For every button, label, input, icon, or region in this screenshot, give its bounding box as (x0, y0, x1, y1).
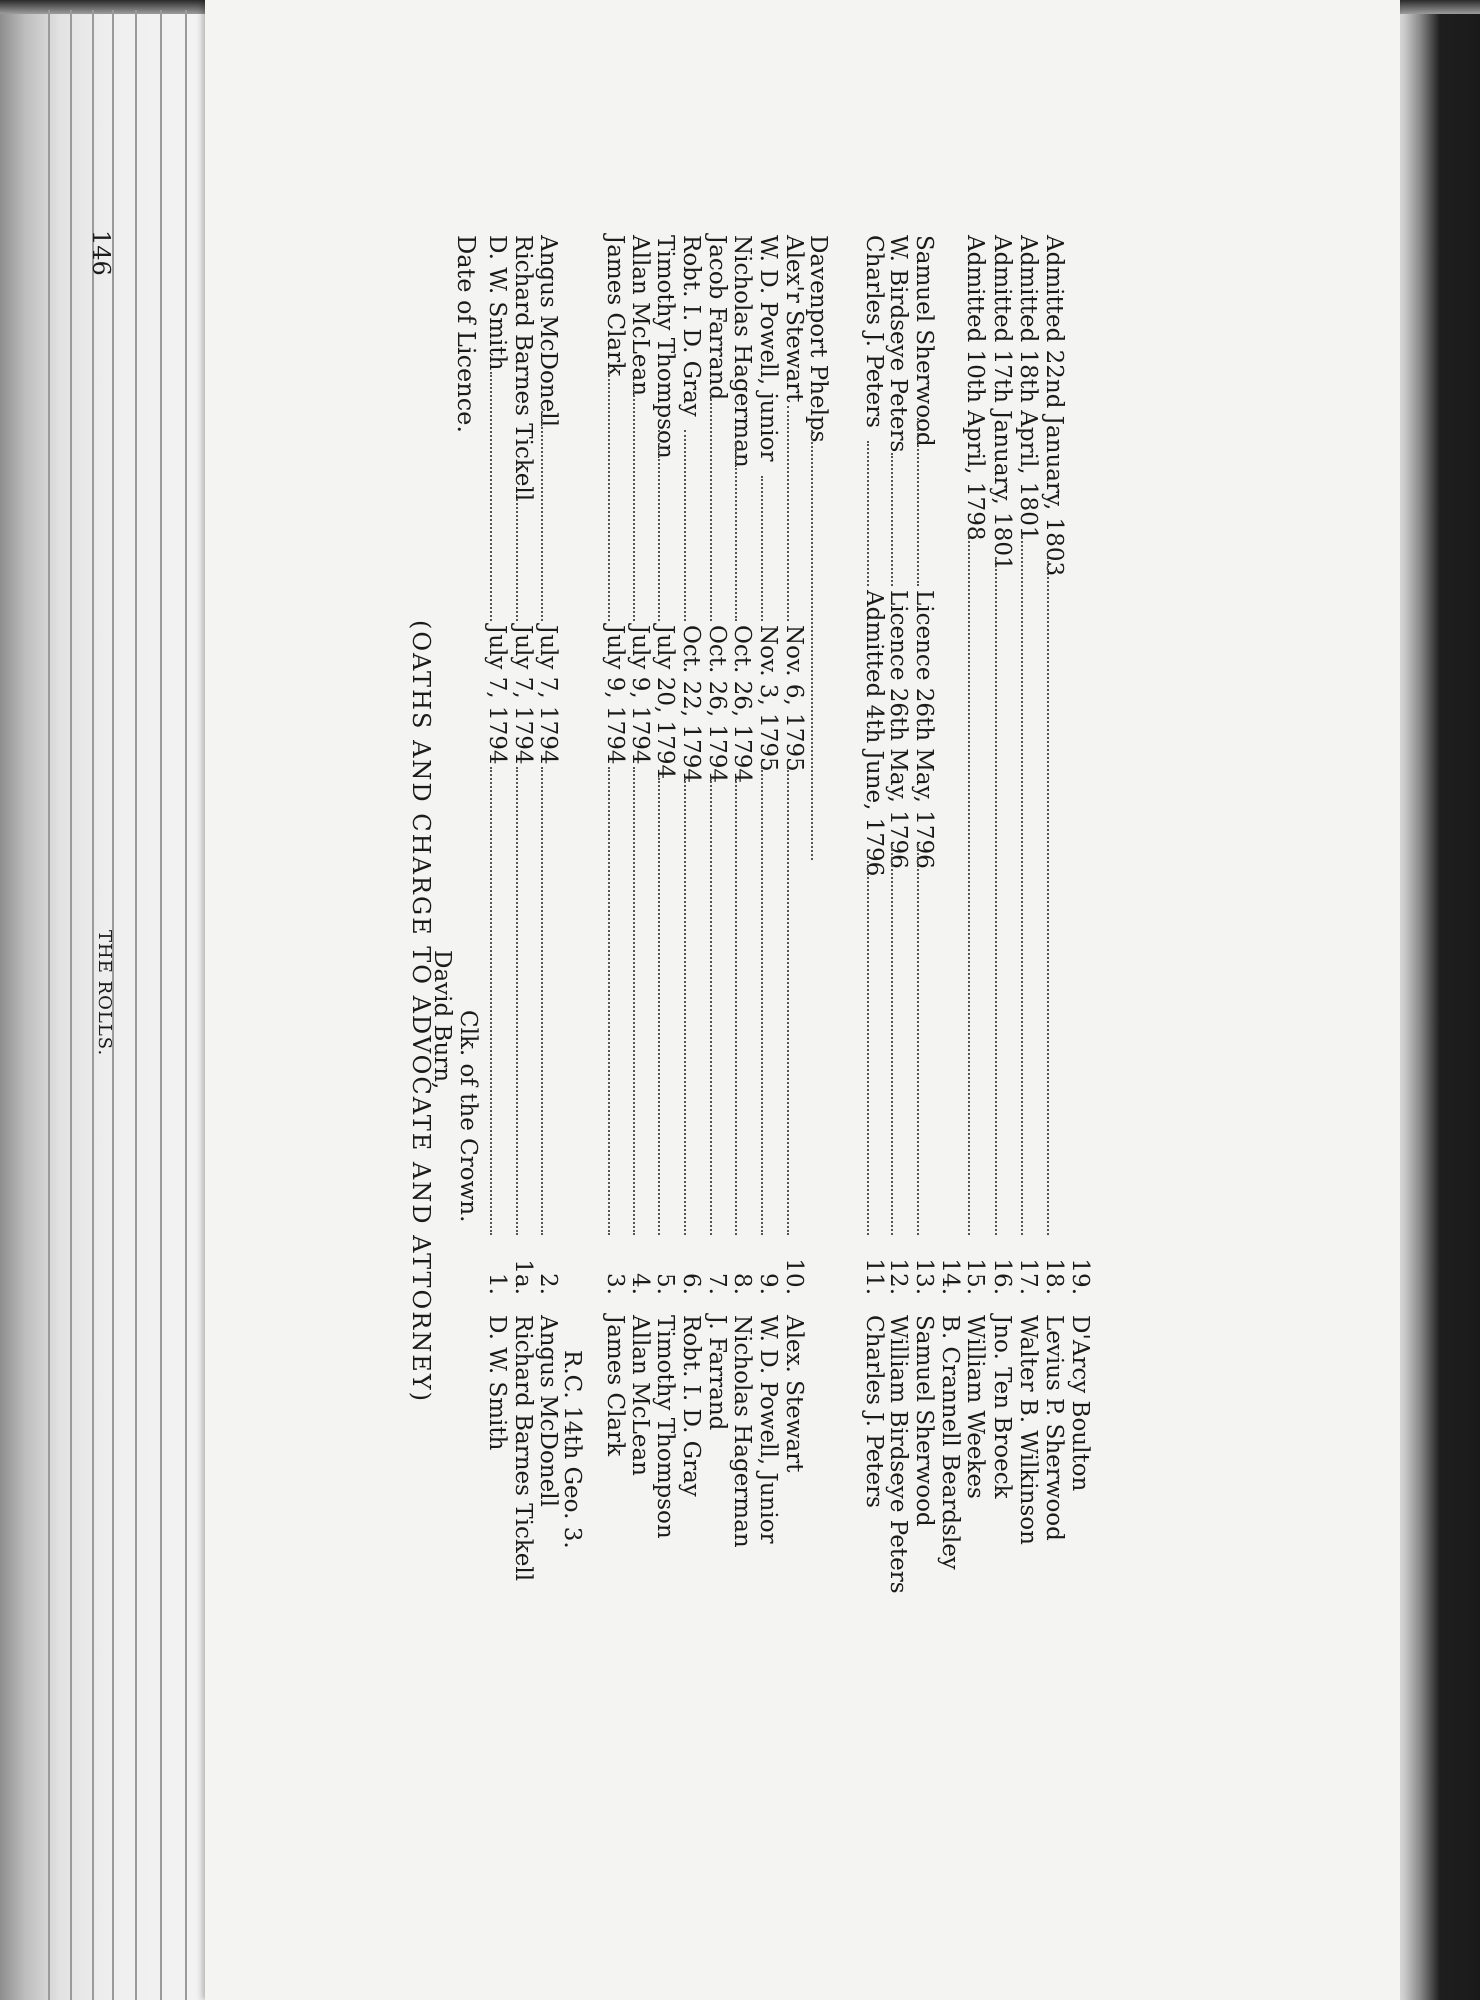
page-edge-line (48, 10, 50, 2000)
entry-name: D. W. Smith (484, 235, 510, 371)
roll-name: Alex. Stewart (781, 1315, 807, 1473)
entry-name: Admitted 18th April, 1801 (1015, 235, 1041, 541)
roll-name: Walter B. Wilkinson (1015, 1315, 1041, 1545)
roll-name: D'Arcy Boulton (1067, 1315, 1093, 1492)
entry-name: Alex'r Stewart (781, 235, 807, 403)
roll-name: Allan McLean (627, 1315, 653, 1476)
roll-name: Timothy Thompson (652, 1315, 678, 1539)
roll-number: 14. (937, 1258, 963, 1295)
entry-name: Charles J. Peters (861, 235, 887, 428)
entry-date: Oct. 26, 1794 (704, 625, 730, 784)
roll-number: 2. (535, 1273, 561, 1295)
entry-name: Allan McLean (627, 235, 653, 396)
entry-date: Nov. 3, 1795 (755, 625, 781, 772)
roll-number: 1a. (510, 1259, 536, 1295)
entry-date: Licence 26th May, 1796 (911, 590, 937, 869)
entry-date: July 9, 1794 (627, 625, 653, 765)
roll-number: 7. (704, 1273, 730, 1295)
roll-name: William Weekes (962, 1315, 988, 1499)
roll-number: 6. (678, 1273, 704, 1295)
roll-name: Levius P. Sherwood (1041, 1315, 1067, 1541)
entry-date: July 20, 1794 (652, 625, 678, 780)
entry-name: Admitted 17th January, 1801 (989, 235, 1015, 571)
page-edge-line (160, 10, 162, 2000)
entry-name: Admitted 22nd January, 1803 (1041, 235, 1067, 577)
entry-date: July 9, 1794 (602, 625, 628, 765)
entry-date: Oct. 22, 1794 (678, 625, 704, 784)
roll-number: 1. (484, 1273, 510, 1295)
book-page (205, 0, 1400, 2000)
roll-name: James Clark (602, 1315, 628, 1457)
roll-number: 17. (1015, 1258, 1041, 1295)
roll-number: 4. (627, 1273, 653, 1295)
entry-date: July 7, 1794 (484, 625, 510, 765)
entry-name: James Clark (602, 235, 628, 377)
roll-number: 16. (989, 1258, 1015, 1295)
roll-name: William Birdseye Peters (885, 1315, 911, 1594)
roll-number: 19. (1067, 1258, 1093, 1295)
roll-number: 13. (911, 1258, 937, 1295)
roll-name: Robt. I. D. Gray (678, 1315, 704, 1497)
entry-date: July 7, 1794 (535, 625, 561, 765)
entry-name: W. Birdseye Peters (885, 235, 911, 453)
roll-number: 15. (962, 1258, 988, 1295)
roll-name: Charles J. Peters (861, 1315, 887, 1508)
entry-name: Davenport Phelps (805, 235, 831, 443)
roll-name: Samuel Sherwood (911, 1315, 937, 1527)
column-header: Date of Licence. (452, 235, 480, 433)
roll-name: Jno. Ten Broeck (989, 1315, 1015, 1499)
page-edge-line (135, 10, 137, 2000)
entry-name: Nicholas Hagerman (729, 235, 755, 468)
roll-number: 18. (1041, 1258, 1067, 1295)
roll-name: Nicholas Hagerman (729, 1315, 755, 1548)
page-number-text: 146 (87, 230, 115, 276)
page-edge-line (185, 10, 187, 2000)
entry-name: Richard Barnes Tickell (510, 235, 536, 502)
page-title: (OATHS AND CHARGE TO ADVOCATE AND ATTORNEY) (407, 620, 435, 1404)
roll-number: 5. (652, 1273, 678, 1295)
entry-name: Timothy Thompson (652, 235, 678, 459)
running-head-text: THE ROLLS. (94, 930, 115, 1057)
page-edge-line (112, 10, 114, 2000)
roll-name: R.C. 14th Geo. 3. (559, 1350, 585, 1549)
page-edge-line (92, 10, 94, 2000)
roll-name: B. Crannell Beardsley (937, 1315, 963, 1570)
entry-date: Oct. 26, 1794 (729, 625, 755, 784)
entry-date: Nov. 6, 1795 (781, 625, 807, 772)
entry-name: W. D. Powell, junior (755, 235, 781, 462)
entry-name: Jacob Farrand (704, 235, 730, 401)
roll-number: 8. (729, 1273, 755, 1295)
page-edge-line (70, 10, 72, 2000)
roll-name: Richard Barnes Tickell (510, 1315, 536, 1582)
entry-name: Robt. I. D. Gray (678, 235, 704, 417)
entry-name: Admitted 10th April, 1798 (962, 235, 988, 541)
clerk-name: David Burn, (429, 950, 455, 1090)
entry-name: Angus McDonell (535, 235, 561, 427)
entry-date: July 7, 1794 (510, 625, 536, 765)
clerk-title: Clk. of the Crown. (455, 1010, 481, 1223)
roll-number: 10. (781, 1258, 807, 1295)
roll-name: W. D. Powell, Junior (755, 1315, 781, 1544)
entry-name: Samuel Sherwood (911, 235, 937, 447)
roll-number: 3. (602, 1273, 628, 1295)
roll-name: D. W. Smith (484, 1315, 510, 1451)
roll-number: 9. (755, 1273, 781, 1295)
roll-number: 12. (885, 1258, 911, 1295)
entry-date: Admitted 4th June, 1796 (861, 590, 887, 877)
entry-date: Licence 26th May, 1796 (885, 590, 911, 869)
roll-number: 11. (861, 1258, 887, 1295)
roll-name: J. Farrand (704, 1315, 730, 1431)
roll-name: Angus McDonell (535, 1315, 561, 1507)
